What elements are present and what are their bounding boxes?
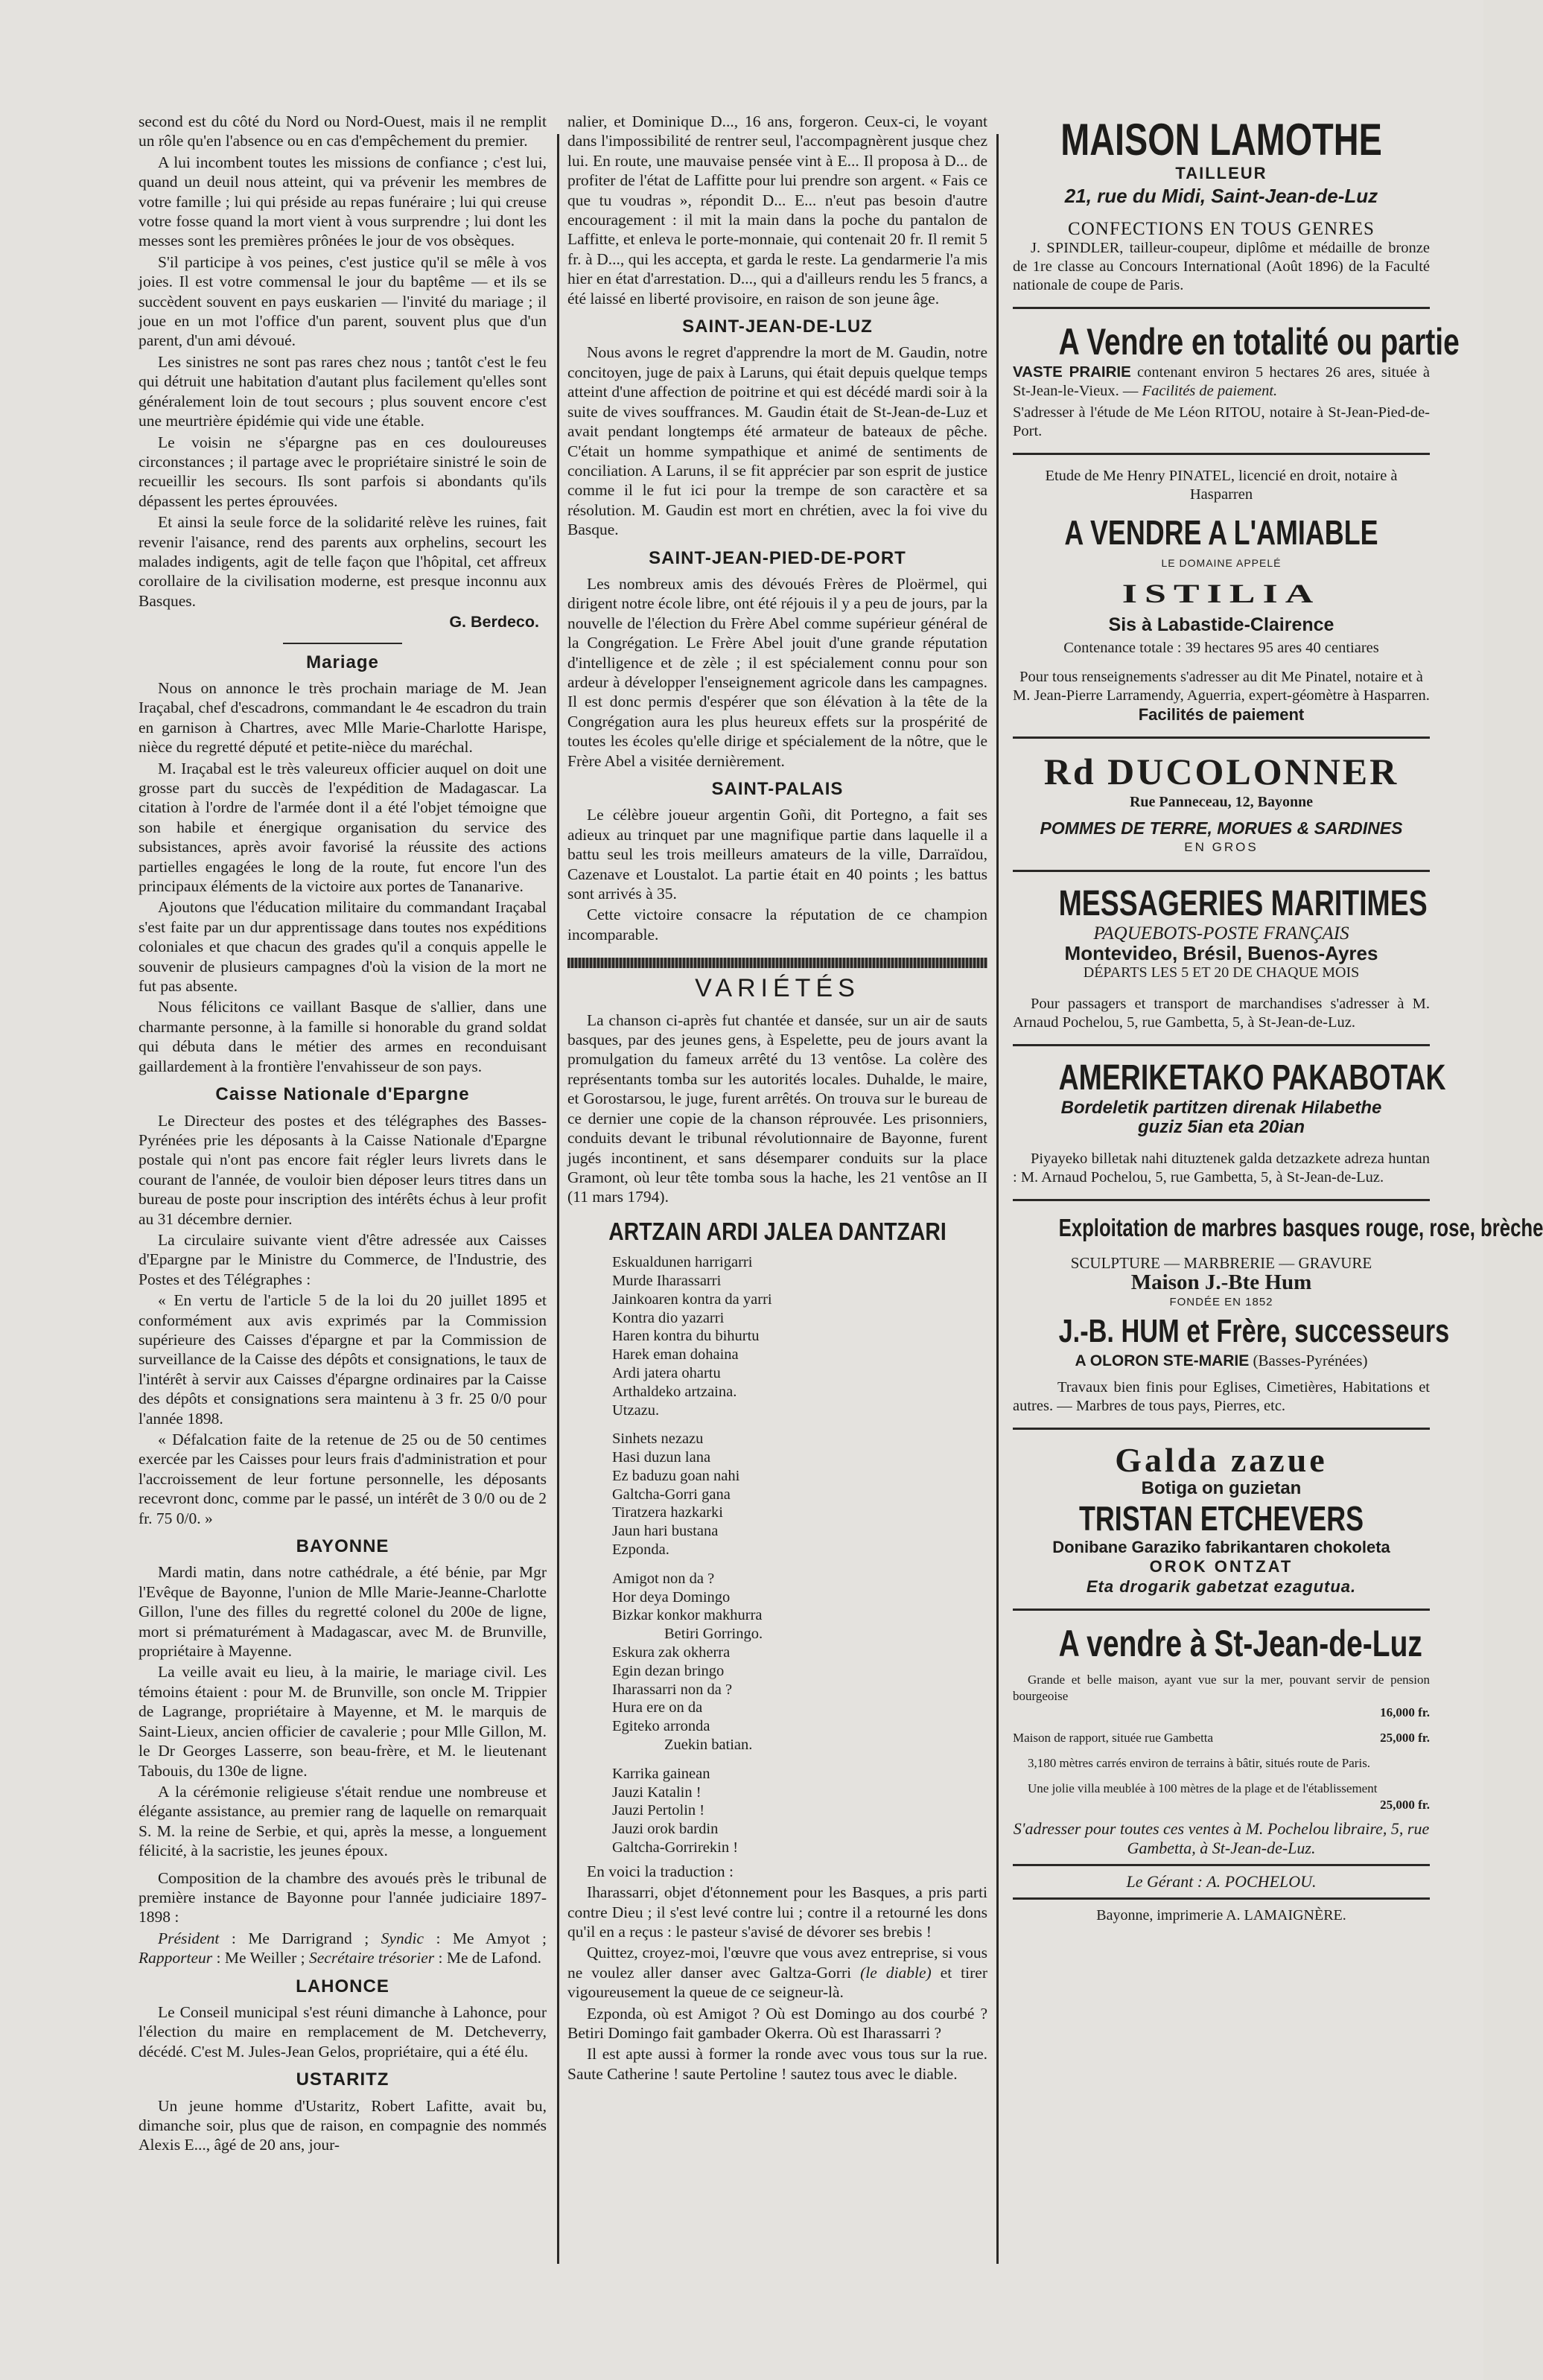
ad-text: Piyayeko billetak nahi dituztenek galda detzazkete adreza huntan : M. Arnaud Pochelou, 5, rue Gambetta, 5, à St-Jean-de-Luz. xyxy=(1013,1150,1430,1186)
ad-divider xyxy=(1013,736,1430,739)
song-line: Amigot non da ? xyxy=(612,1570,715,1587)
ad-text: J. SPINDLER, tailleur-coupeur, diplôme et médaille de bronze de 1re classe au Concours International (Août 1896) de la Faculté nationale de coupe de Paris. xyxy=(1013,240,1430,294)
paragraph: La veille avait eu lieu, à la mairie, le mariage civil. Les témoins étaient : pour M. de Brunville, son oncle M. Trippier de Lagrange, propriétaire à Mayenne, et M. le marquis de Saint-Lieux, ancien officier de cavalerie ; pour Mlle Gillon, M. le Dr Georges Lasserre, son beau-frère, et M. le lieutenant Tabouis, du 130e de ligne. xyxy=(139,1663,547,1780)
paragraph: Nous avons le regret d'apprendre la mort de M. Gaudin, notre concitoyen, juge de paix à Laruns, qui était depuis quelque temps atteint d'une affection de poitrine et qui est décédé mardi soir à la suite de vives souffrances. M. Gaudin était de St-Jean-de-Luz et avait pendant longtemps été armateur de bateaux de pêche. C'était un homme sympathique et animé de sentiments de conciliation. A Laruns, il se fit apprécier par son esprit de justice comme il le fut ici pour la trempe de son caractère et sa résolution. M. Gaudin est mort en chrétien, avec la foi vive du Basque. xyxy=(567,343,987,539)
ad-ducolonner xyxy=(1013,751,1430,857)
ad-subtitle: TAILLEUR xyxy=(1175,164,1267,182)
paragraph: nalier, et Dominique D..., 16 ans, forgeron. Ceux-ci, le voyant dans l'impossibilité de rentrer seul, l'accompagnèrent jusque chez lui. En route, une mauvaise pensée vint à E... Il proposa à D... de profiter de l'état de Laffitte pour lui prendre son argent. « Fais ce que tu voudras », répondit D... E... n'eut pas besoin d'autre encouragement : il mit la main dans la poche du pantalon de Laffitte, et enleva le porte-monnaie, qui contenait 20 fr. Il remit 5 fr. à D..., qui les accepta, et garda le reste. La gendarmerie l'a mis hier en état d'arrestation. D..., qui a d'ailleurs rendu les 5 francs, a été laissé en liberté provisoire, en raison de son jeune âge. xyxy=(567,112,987,308)
song-line: Eskura zak okherra xyxy=(612,1644,731,1661)
ad-title: Exploitation de marbres basques rouge, rose, brèche xyxy=(1058,1213,1543,1241)
ad-text: S'adresser à l'étude de Me Léon RITOU, notaire à St-Jean-Pied-de-Port. xyxy=(1013,404,1430,440)
ad-ameriketako xyxy=(1013,1057,1446,1187)
ad-title: Rd DUCOLONNER xyxy=(1043,751,1399,793)
ad-price-row xyxy=(1013,1705,1430,1721)
paragraph: Nous félicitons ce vaillant Basque de s'allier, dans une charmante personne, à la famille si honorable du grand soldat qui débuta dans le métier des armes en reconduisant gaillardement à la frontière l'envahisseur de son pays. xyxy=(139,998,547,1075)
song-line: Egiteko arronda xyxy=(612,1718,710,1735)
ad-title: MAISON LAMOTHE xyxy=(1060,115,1382,165)
song-line: Egin dezan bringo xyxy=(612,1662,725,1679)
song-line: Tiratzera hazkarki xyxy=(612,1504,723,1521)
song-line: Utzazu. xyxy=(612,1401,660,1419)
ad-line: guziz 5ian eta 20ian xyxy=(1137,1117,1305,1138)
song-line: Ez baduzu goan nahi xyxy=(612,1467,740,1484)
ad-text: Travaux bien finis pour Eglises, Cimetières, Habitations et autres. — Marbres de tous pays, Pierres, etc. xyxy=(1013,1379,1430,1415)
ad-line: EN GROS xyxy=(1184,840,1259,855)
column-1 xyxy=(139,112,547,2157)
song-line: Haren kontra du bihurtu xyxy=(612,1328,760,1345)
ad-title: AMERIKETAKO PAKABOTAK xyxy=(1058,1057,1446,1098)
verse-gap xyxy=(612,1754,987,1765)
song-line: Jauzi Katalin ! xyxy=(612,1784,701,1801)
ad-item: Grande et belle maison, ayant vue sur la mer, pouvant servir de pension bourgeoise xyxy=(1013,1672,1430,1703)
paragraph: Ajoutons que l'éducation militaire du commandant Iraçabal s'est faite par un dur apprentissage dans toutes nos expéditions coloniales et que chacun des grades qu'il a conquis appelle le souvenir de plusieurs campagnes d'où la vision de la mort ne fut pas absente. xyxy=(139,898,547,996)
text-run: A OLORON STE-MARIE xyxy=(1075,1352,1250,1369)
paragraph: Nous on annonce le très prochain mariage de M. Jean Iraçabal, chef d'escadrons, commandant le 4e escadron du train en garnison à Chartres, avec Mlle Marie-Charlotte Harispe, nièce du regretté député et petite-nièce du maréchal. xyxy=(139,678,547,757)
section-heading-ustaritz: USTARITZ xyxy=(296,2069,389,2090)
song-line: Eskualdunen harrigarri xyxy=(612,1254,753,1271)
ad-divider xyxy=(1013,1044,1430,1046)
ad-line: Maison J.-Bte Hum xyxy=(1130,1270,1312,1295)
section-heading-sjpp: SAINT-JEAN-PIED-DE-PORT xyxy=(649,547,906,568)
song-line: Jaun hari bustana xyxy=(612,1523,719,1540)
ad-name: ISTILIA xyxy=(1122,579,1321,609)
ad-line: Donibane Garaziko fabrikantaren chokoleta xyxy=(1052,1537,1390,1556)
text-run: contenant environ 5 hectares 26 ares, située à St-Jean-le-Vieux. — xyxy=(1013,364,1431,400)
ad-name: TRISTAN ETCHEVERS xyxy=(1078,1498,1364,1538)
printer-line: Bayonne, imprimerie A. LAMAIGNÈRE. xyxy=(1096,1907,1346,1924)
paragraph: Ezponda, où est Amigot ? Où est Domingo au dos courbé ? Betiri Domingo fait gambader Okerra. Où est Iharassarri ? xyxy=(567,2004,987,2043)
ad-istilia xyxy=(1013,467,1430,725)
ad-divider xyxy=(1013,1609,1430,1611)
paragraph: Il est apte aussi à former la ronde avec vous tous sur la rue. Saute Catherine ! saute Pertoline ! sautez tous avec le diable. xyxy=(567,2045,987,2083)
text-run: Secrétaire trésorier xyxy=(308,1949,435,1967)
ad-title: Galda zazue xyxy=(1115,1441,1328,1480)
ad-line: OROK ONTZAT xyxy=(1149,1557,1294,1576)
ad-vendre-sjl xyxy=(1013,1623,1430,1858)
paragraph: Mardi matin, dans notre cathédrale, a été bénie, par Mgr l'Evêque de Bayonne, l'union de Mlle Marie-Jeanne-Charlotte Gillon, l'une des filles du regretté colonel du 200e de ligne, mort si prématurément à Madagascar, avec M. de Brunville, propriétaire à Mayenne. xyxy=(139,1563,547,1661)
paragraph: S'il participe à vos peines, c'est justice qu'il se mêle à vos joies. Il est votre commensal le jour du baptême — et ils se succèdent souvent en pays euskarien — l'invité du mariage ; il joue en un mot l'office d'un parent, souvent plus que d'un parent, d'un ami dévoué. xyxy=(139,252,547,350)
ad-line: DÉPARTS LES 5 ET 20 DE CHAQUE MOIS xyxy=(1083,964,1360,981)
text-run: VASTE PRAIRIE xyxy=(1013,363,1131,381)
section-heading-lahonce: LAHONCE xyxy=(296,1976,389,1996)
ad-text: Etude de Me Henry PINATEL, licencié en droit, notaire à Hasparren xyxy=(1045,468,1398,503)
ad-address: Rue Panneceau, 12, Bayonne xyxy=(1129,794,1314,811)
ad-line: CONFECTIONS EN TOUS GENRES xyxy=(1068,218,1375,239)
ad-line: Montevideo, Brésil, Buenos-Ayres xyxy=(1064,942,1378,965)
ad-title: MESSAGERIES MARITIMES xyxy=(1058,883,1428,923)
price: 25,000 fr. xyxy=(1380,1797,1430,1812)
ad-divider xyxy=(1013,453,1430,455)
text-run: (Basses-Pyrénées) xyxy=(1249,1351,1368,1369)
paragraph: Un jeune homme d'Ustaritz, Robert Lafitte, avait bu, dimanche soir, plus que de raison, en compagnie des nommés Alexis E..., âgé de 20 ans, jour- xyxy=(139,2096,547,2154)
verse-gap xyxy=(612,1419,987,1430)
song-lyrics xyxy=(567,1253,987,1857)
song-line: Iharassarri non da ? xyxy=(612,1681,733,1698)
song-line: Jainkoaren kontra da yarri xyxy=(612,1291,772,1308)
ad-address: 21, rue du Midi, Saint-Jean-de-Luz xyxy=(1064,185,1378,208)
section-heading-sjl: SAINT-JEAN-DE-LUZ xyxy=(682,316,873,337)
section-heading-bayonne: BAYONNE xyxy=(296,1536,389,1557)
paragraph: Le Directeur des postes et des télégraphes des Basses-Pyrénées prie les déposants à la Caisse Nationale d'Epargne postale qui n'ont pas encore fait régler leurs livrets dans le courant de l'année, de vouloir bien déposer leurs titres dans un bureau de poste pour inscription des intérêts échus à leur profit au 31 décembre dernier. xyxy=(139,1111,547,1228)
ad-line: Facilités de paiement xyxy=(1138,705,1305,725)
ad-divider xyxy=(1013,1864,1430,1866)
song-line: Galtcha-Gorrirekin ! xyxy=(612,1839,739,1856)
paragraph xyxy=(139,1929,547,1968)
ad-title: A VENDRE A L'AMIABLE xyxy=(1064,513,1378,553)
section-heading-mariage: Mariage xyxy=(306,652,379,672)
price: 25,000 fr. xyxy=(1380,1730,1430,1745)
song-line: Bizkar konkor makhurra xyxy=(612,1607,763,1624)
paragraph: A lui incombent toutes les missions de confiance ; c'est lui, quand un deuil nous atteint, qui va prévenir les membres de votre famille ; lui qui préside au repas funéraire ; lui qui creuse votre fosse quand la mort vient à vous surprendre ; lui dont les messes sont les premières prônées le jour de vos obsèques. xyxy=(139,153,547,250)
ad-line: POMMES DE TERRE, MORUES & SARDINES xyxy=(1040,818,1403,838)
ad-item: 3,180 mètres carrés environ de terrains à bâtir, situés route de Paris. xyxy=(1028,1755,1371,1770)
section-heading-varietes: VARIÉTÉS xyxy=(695,974,860,1003)
song-line: Hor deya Domingo xyxy=(612,1588,731,1606)
text-run: : Me de Lafond. xyxy=(434,1949,542,1967)
song-line: Betiri Gorringo. xyxy=(664,1626,763,1643)
song-line: Sinhets nezazu xyxy=(612,1431,704,1448)
column-2 xyxy=(567,112,987,2085)
ad-subtitle: Botiga on guzietan xyxy=(1141,1478,1302,1499)
ad-divider xyxy=(1013,1199,1430,1201)
ad-hum xyxy=(1013,1213,1543,1416)
hatched-divider xyxy=(567,958,987,968)
paragraph: En voici la traduction : xyxy=(587,1862,734,1880)
ad-location xyxy=(1013,1351,1430,1371)
paragraph: Cette victoire consacre la réputation de ce champion incomparable. xyxy=(567,906,987,944)
ad-prairie xyxy=(1013,321,1460,441)
text-run: : Me Amyot ; xyxy=(423,1929,547,1947)
paragraph xyxy=(567,1943,987,2002)
ad-subtitle: LE DOMAINE APPELÉ xyxy=(1161,557,1282,570)
ad-divider xyxy=(1013,307,1430,309)
section-heading-caisse: Caisse Nationale d'Epargne xyxy=(215,1084,470,1105)
paragraph: Composition de la chambre des avoués près le tribunal de première instance de Bayonne pour l'année judiciaire 1897-1898 : xyxy=(139,1868,547,1926)
paragraph: Les sinistres ne sont pas rares chez nous ; tantôt c'est le feu qui détruit une habitation d'autant plus facilement qu'elles sont généralement loin de tout secours ; plus souvent encore c'est une meurtrière épidémie qui vide une étable. xyxy=(139,352,547,430)
text-run: (le diable) xyxy=(860,1963,932,1982)
ad-title: A Vendre en totalité ou partie xyxy=(1058,321,1460,363)
column-rule xyxy=(557,134,559,2264)
ad-line: Eta drogarik gabetzat ezagutua. xyxy=(1086,1576,1357,1596)
ad-price-row xyxy=(1013,1730,1430,1746)
text-run: Président xyxy=(158,1929,220,1947)
song-line: Zuekin batian. xyxy=(664,1737,753,1754)
song-line: Arthaldeko artzaina. xyxy=(612,1383,737,1400)
column-rule xyxy=(996,134,999,2264)
paragraph: A la cérémonie religieuse s'était rendue une nombreuse et élégante assistance, au premier rang de laquelle on remarquait S. M. la reine de Serbie, et qui, après la messe, a longuement félicité, à la sacristie, les jeunes époux. xyxy=(139,1782,547,1860)
verse-gap xyxy=(612,1559,987,1570)
paragraph: Le voisin ne s'épargne pas en ces douloureuses circonstances ; il partage avec le propriétaire sinistré le soin de recueillir les secours. Ils sont parfois si abondants qu'ils dépassent les pertes éprouvées. xyxy=(139,433,547,510)
ad-location: Sis à Labastide-Clairence xyxy=(1108,614,1334,635)
ad-line: Bordeletik partitzen direnak Hilabethe xyxy=(1060,1097,1382,1118)
paragraph: Et ainsi la seule force de la solidarité relève les ruines, fait revenir l'aisance, rend des parents aux orphelins, secourt les malades indigents, agit de telle façon que l'hôpital, cet affreux corollaire de la civilisation moderne, est presque inconnu aux Basques. xyxy=(139,513,547,610)
paragraph: second est du côté du Nord ou Nord-Ouest, mais il ne remplit un rôle qu'en l'absence ou en cas d'empêchement du premier. xyxy=(139,112,547,150)
ad-price-row xyxy=(1013,1797,1430,1813)
text-run: Quittez, croyez-moi, l'œuvre que vous avez entreprise, si vous ne voulez aller danser avec Galtza-Gorri xyxy=(567,1944,987,1982)
song-line: Hasi duzun lana xyxy=(612,1449,711,1466)
song-line: Kontra dio yazarri xyxy=(612,1309,725,1326)
ad-title: A vendre à St-Jean-de-Luz xyxy=(1058,1622,1422,1664)
gerant-line: Le Gérant : A. POCHELOU. xyxy=(1126,1871,1317,1891)
ad-subtitle: PAQUEBOTS-POSTE FRANÇAIS xyxy=(1093,923,1349,944)
text-run: et tirer vigoureusement la queue de ce seigneur-là. xyxy=(567,1963,987,2002)
paragraph: La circulaire suivante vient d'être adressée aux Caisses d'Epargne par le Ministre du Commerce, de l'Industrie, des Postes et des Télégraphes : xyxy=(139,1230,547,1288)
text-run: Facilités de paiement. xyxy=(1142,383,1278,400)
price: 16,000 fr. xyxy=(1380,1705,1430,1719)
song-line: Karrika gainean xyxy=(612,1765,710,1782)
column-ads xyxy=(1013,115,1543,1926)
text-run: : Me Darrigrand ; xyxy=(219,1929,381,1947)
paragraph: Le Conseil municipal s'est réuni dimanche à Lahonce, pour l'élection du maire en remplacement de M. Detcheverry, décédé. C'est M. Jules-Jean Gelos, propriétaire, qui a été élu. xyxy=(139,2002,547,2061)
paragraph: Le célèbre joueur argentin Goñi, dit Portegno, a fait ses adieux au trinquet par une magnifique partie dans laquelle il a battu seul les trois meilleurs amateurs de la ville, Darraïdou, Cazenave et Loustalot. La partie était en 40 points ; les battus sont arrivés à 35. xyxy=(567,806,987,903)
ad-text: Contenance totale : 39 hectares 95 ares 40 centiares xyxy=(1063,640,1379,657)
ad-item: Une jolie villa meublée à 100 mètres de la plage et de l'établissement xyxy=(1028,1781,1378,1795)
ad-name: J.-B. HUM et Frère, successeurs xyxy=(1058,1312,1450,1349)
ad-line: SCULPTURE — MARBRERIE — GRAVURE xyxy=(1070,1253,1372,1272)
ad-text: S'adresser pour toutes ces ventes à M. Pochelou libraire, 5, rue Gambetta, à St-Jean-de-Luz. xyxy=(1013,1819,1430,1857)
ad-item: Maison de rapport, située rue Gambetta xyxy=(1013,1730,1214,1745)
ad-text: Pour tous renseignements s'adresser au dit Me Pinatel, notaire et à M. Jean-Pierre Larramendy, Aguerria, expert-géomètre à Hasparren. xyxy=(1013,669,1430,704)
ad-lamothe xyxy=(1013,115,1430,295)
paragraph: « En vertu de l'article 5 de la loi du 20 juillet 1895 et conformément aux avis exprimés par la Commission supérieure des Caisses d'épargne et par la Commission de surveillance de la Caisse des dépôts et consignations, le taux de l'intérêt à servir aux Caisses d'épargne ordinaires par la Caisse des dépôts et consignations sera maintenu à 3 fr. 25 0/0 pour l'année 1898. xyxy=(139,1291,547,1428)
paragraph: « Défalcation faite de la retenue de 25 ou de 50 centimes exercée par les Caisses pour leurs frais d'administration et pour l'accroissement de leur fortune personnelle, les déposants recevront donc, comme par le passé, un intérêt de 3 0/0 ou de 2 fr. 75 0/0. » xyxy=(139,1431,547,1527)
song-line: Murde Iharassarri xyxy=(612,1272,722,1289)
text-run: Rapporteur xyxy=(139,1949,213,1967)
section-heading-sp: SAINT-PALAIS xyxy=(711,779,844,799)
song-line: Hura ere on da xyxy=(612,1699,703,1716)
ad-divider xyxy=(1013,1897,1430,1900)
text-run: : Me Weiller ; xyxy=(212,1949,309,1967)
paragraph: La chanson ci-après fut chantée et dansée, sur un air de sauts basques, par des jeunes gens, à Espelette, peu de jours avant la promulgation du fameux arrêté du 13 ventôse. La colère des représentants tomba sur les autorités locales. Duhalde, le maire, et Gorostarsou, le juge, furent arrêtés. On trouva sur le bureau de ce dernier une copie de la chanson réprouvée. Les prisonniers, conduits devant le tribunal révolutionnaire de Bayonne, furent jugés incontinent, et sans désemparer conduits sur la place Gramont, où leur tête tomba sous la hache, les 21 ventôse an II (11 mars 1794). xyxy=(567,1011,987,1206)
ad-galda xyxy=(1013,1442,1430,1597)
divider xyxy=(283,643,402,644)
song-title: ARTZAIN ARDI JALEA DANTZARI xyxy=(608,1217,947,1245)
text-run: Syndic xyxy=(381,1929,424,1947)
paragraph: Les nombreux amis des dévoués Frères de Ploërmel, qui dirigent notre école libre, ont été réjouis il y a peu de jours, par la nouvelle de l'élection du Frère Abel comme supérieur général de la Congrégation. Le Frère Abel jouit d'une grande réputation d'intelligence et de zèle ; il est spécialement connu pour son ardeur à développer l'enseignement agricole dans les campagnes. Il est donc permis d'espérer que son élévation à la tête de la Congrégation aura les plus heureux effets sur la prospérité de toutes les écoles qu'elle dirige et spécialement de la nôtre, que le Frère Abel a visitée dernièrement. xyxy=(567,574,987,770)
song-line: Harek eman dohaina xyxy=(612,1346,739,1364)
paragraph: Iharassarri, objet d'étonnement pour les Basques, a pris parti contre Dieu ; il s'est levé contre lui ; contre il a retourné les dons qu'il en a reçus : le pasteur s'avisé de dévorer ses brebis ! xyxy=(567,1883,987,1941)
song-line: Ardi jatera ohartu xyxy=(612,1364,721,1381)
signature: G. Berdeco. xyxy=(449,613,539,631)
ad-divider xyxy=(1013,870,1430,872)
song-line: Jauzi orok bardin xyxy=(612,1821,719,1838)
song-line: Galtcha-Gorri gana xyxy=(612,1486,731,1503)
ad-text xyxy=(1013,363,1430,401)
ad-text: Pour passagers et transport de marchandises s'adresser à M. Arnaud Pochelou, 5, rue Gambetta, 5, à St-Jean-de-Luz. xyxy=(1013,995,1430,1031)
ad-line: FONDÉE EN 1852 xyxy=(1169,1295,1273,1308)
ad-messageries xyxy=(1013,884,1430,1032)
paragraph: M. Iraçabal est le très valeureux officier auquel on doit une grosse part du succès de l'expédition de Madagascar. La citation à l'ordre de l'armée dont il a été l'objet témoigne que son habile et énergique organisation du service des subsistances, après avoir favorisé la réussite des actions partielles engagées le long de la route, fut encore l'un des principaux éléments de la victoire aux portes de Tananarive. xyxy=(139,759,547,896)
song-line: Ezponda. xyxy=(612,1541,669,1559)
song-line: Jauzi Pertolin ! xyxy=(612,1802,705,1819)
ad-divider xyxy=(1013,1428,1430,1430)
